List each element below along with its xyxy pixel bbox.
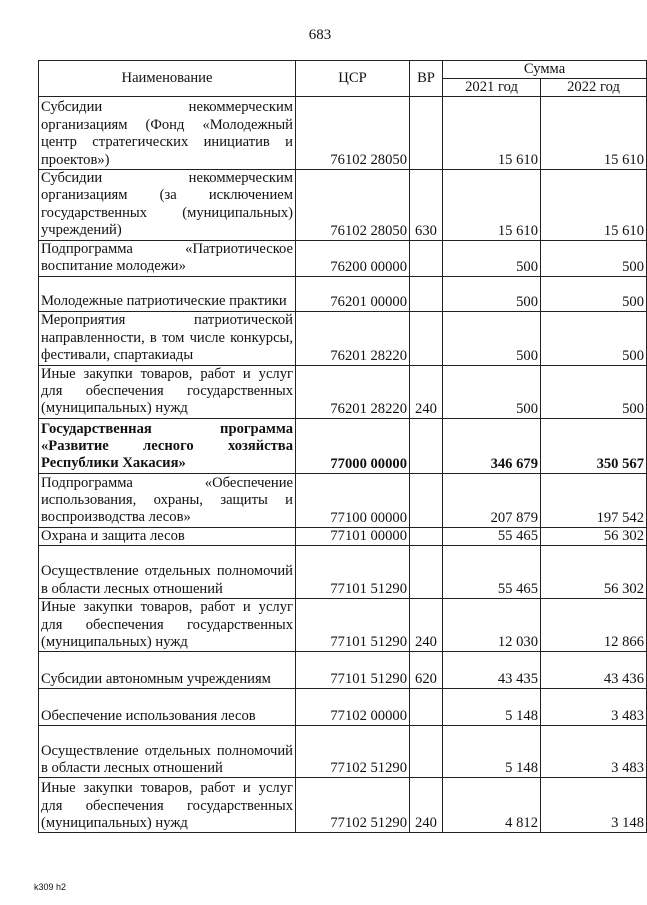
row-csr-code: 77100 00000 bbox=[296, 473, 410, 527]
row-sum-2021: 55 465 bbox=[443, 546, 541, 599]
row-name: Осуществление отдельных полномочий в области лесных отношений bbox=[39, 726, 296, 778]
header-sum: Сумма bbox=[443, 61, 647, 79]
row-sum-2021: 500 bbox=[443, 365, 541, 418]
budget-table bbox=[38, 60, 647, 833]
row-vr-code bbox=[410, 240, 443, 276]
table-row bbox=[39, 689, 647, 726]
table-row bbox=[39, 170, 647, 241]
table-row bbox=[39, 546, 647, 599]
row-name: Мероприятия патриотической направленности, в том числе конкурсы, фестивали, спартакиады bbox=[39, 311, 296, 365]
row-csr-code: 77101 00000 bbox=[296, 527, 410, 545]
row-sum-2021: 4 812 bbox=[443, 778, 541, 833]
row-csr-code: 76201 28220 bbox=[296, 311, 410, 365]
row-sum-2021: 346 679 bbox=[443, 418, 541, 473]
row-csr-code: 77101 51290 bbox=[296, 546, 410, 599]
table-header bbox=[39, 61, 647, 97]
row-csr-code: 76102 28050 bbox=[296, 170, 410, 241]
row-sum-2022: 15 610 bbox=[541, 97, 647, 170]
row-csr-code: 77102 00000 bbox=[296, 689, 410, 726]
row-sum-2021: 5 148 bbox=[443, 689, 541, 726]
row-csr-code: 77101 51290 bbox=[296, 652, 410, 689]
row-name: Государственная программа «Развитие лесного хозяйства Республики Хакасия» bbox=[39, 418, 296, 473]
row-vr-code bbox=[410, 546, 443, 599]
row-sum-2021: 207 879 bbox=[443, 473, 541, 527]
row-csr-code: 77101 51290 bbox=[296, 599, 410, 652]
header-year-2022: 2022 год bbox=[541, 79, 647, 97]
row-sum-2022: 500 bbox=[541, 276, 647, 311]
row-vr-code: 620 bbox=[410, 652, 443, 689]
row-vr-code: 630 bbox=[410, 170, 443, 241]
row-name: Охрана и защита лесов bbox=[39, 527, 296, 545]
row-vr-code bbox=[410, 97, 443, 170]
row-csr-code: 76102 28050 bbox=[296, 97, 410, 170]
row-csr-code: 76200 00000 bbox=[296, 240, 410, 276]
row-name: Подпрограмма «Обеспечение использования, охраны, защиты и воспроизводства лесов» bbox=[39, 473, 296, 527]
row-sum-2021: 43 435 bbox=[443, 652, 541, 689]
row-vr-code: 240 bbox=[410, 365, 443, 418]
table-row bbox=[39, 599, 647, 652]
row-sum-2022: 350 567 bbox=[541, 418, 647, 473]
footer-code: k309 h2 bbox=[34, 882, 67, 892]
table-row bbox=[39, 276, 647, 311]
row-sum-2022: 197 542 bbox=[541, 473, 647, 527]
table-row bbox=[39, 97, 647, 170]
row-vr-code bbox=[410, 527, 443, 545]
row-sum-2022: 3 148 bbox=[541, 778, 647, 833]
table-body bbox=[39, 97, 647, 833]
table-row bbox=[39, 365, 647, 418]
row-sum-2022: 56 302 bbox=[541, 527, 647, 545]
row-sum-2021: 5 148 bbox=[443, 726, 541, 778]
header-year-2021: 2021 год bbox=[443, 79, 541, 97]
row-sum-2021: 15 610 bbox=[443, 170, 541, 241]
table-row bbox=[39, 418, 647, 473]
row-sum-2022: 56 302 bbox=[541, 546, 647, 599]
row-name: Подпрограмма «Патриотическое воспитание молодежи» bbox=[39, 240, 296, 276]
row-vr-code bbox=[410, 418, 443, 473]
table-row bbox=[39, 726, 647, 778]
page-number: 683 bbox=[308, 27, 332, 43]
row-name: Субсидии автономным учреждениям bbox=[39, 652, 296, 689]
table-row bbox=[39, 473, 647, 527]
row-csr-code: 77000 00000 bbox=[296, 418, 410, 473]
row-sum-2021: 55 465 bbox=[443, 527, 541, 545]
row-sum-2022: 15 610 bbox=[541, 170, 647, 241]
row-name: Молодежные патриотические практики bbox=[39, 276, 296, 311]
row-csr-code: 76201 00000 bbox=[296, 276, 410, 311]
table-row bbox=[39, 652, 647, 689]
row-csr-code: 77102 51290 bbox=[296, 778, 410, 833]
row-name: Иные закупки товаров, работ и услуг для обеспечения государственных (муниципальных) нужд bbox=[39, 365, 296, 418]
table-row bbox=[39, 311, 647, 365]
row-vr-code: 240 bbox=[410, 599, 443, 652]
row-name: Иные закупки товаров, работ и услуг для обеспечения государственных (муниципальных) нужд bbox=[39, 599, 296, 652]
row-name: Субсидии некоммерческим организациям (за исключением государственных (муниципальных) учреждений) bbox=[39, 170, 296, 241]
row-name: Обеспечение использования лесов bbox=[39, 689, 296, 726]
row-sum-2022: 3 483 bbox=[541, 726, 647, 778]
table-row bbox=[39, 240, 647, 276]
row-name: Субсидии некоммерческим организациям (Фонд «Молодежный центр стратегических инициатив и проектов») bbox=[39, 97, 296, 170]
row-name: Осуществление отдельных полномочий в области лесных отношений bbox=[39, 546, 296, 599]
row-sum-2021: 15 610 bbox=[443, 97, 541, 170]
row-vr-code: 240 bbox=[410, 778, 443, 833]
row-vr-code bbox=[410, 276, 443, 311]
row-sum-2022: 500 bbox=[541, 240, 647, 276]
header-vr: ВР bbox=[410, 61, 443, 97]
row-sum-2021: 500 bbox=[443, 276, 541, 311]
table-row bbox=[39, 778, 647, 833]
row-name: Иные закупки товаров, работ и услуг для обеспечения государственных (муниципальных) нужд bbox=[39, 778, 296, 833]
row-sum-2021: 500 bbox=[443, 240, 541, 276]
row-sum-2022: 43 436 bbox=[541, 652, 647, 689]
row-sum-2022: 500 bbox=[541, 311, 647, 365]
row-vr-code bbox=[410, 689, 443, 726]
row-sum-2021: 500 bbox=[443, 311, 541, 365]
header-name: Наименование bbox=[39, 61, 296, 97]
row-sum-2022: 500 bbox=[541, 365, 647, 418]
row-vr-code bbox=[410, 311, 443, 365]
row-csr-code: 76201 28220 bbox=[296, 365, 410, 418]
row-sum-2022: 12 866 bbox=[541, 599, 647, 652]
row-sum-2022: 3 483 bbox=[541, 689, 647, 726]
row-sum-2021: 12 030 bbox=[443, 599, 541, 652]
row-csr-code: 77102 51290 bbox=[296, 726, 410, 778]
header-csr: ЦСР bbox=[296, 61, 410, 97]
table-row bbox=[39, 527, 647, 545]
row-vr-code bbox=[410, 473, 443, 527]
row-vr-code bbox=[410, 726, 443, 778]
